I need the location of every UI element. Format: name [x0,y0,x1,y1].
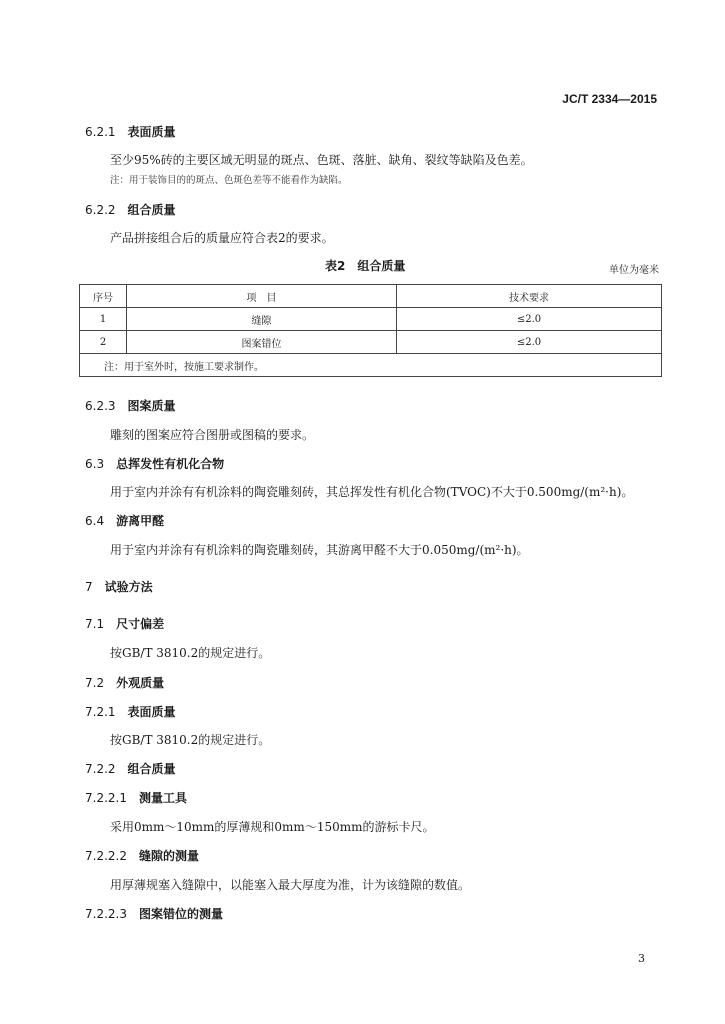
paragraph-6-3: 用于室内并涂有有机涂料的陶瓷雕刻砖，其总挥发性有机化合物(TVOC)不大于0.500mg/(m²·h)。 [110,485,634,499]
heading-6-3 [85,455,224,472]
paragraph-6-2-3: 雕刻的图案应符合图册或图稿的要求。 [110,428,315,442]
heading-6-2-1 [85,123,176,140]
table-cell: ≤2.0 [397,331,662,354]
heading-7-2-2 [85,760,176,777]
section-number: 6.4 [85,514,105,528]
section-title: 游离甲醛 [116,514,165,528]
table-cell: 图案错位 [127,331,397,354]
paragraph-6-2-2: 产品拼接组合后的质量应符合表2的要求。 [110,231,334,245]
paragraph-6-4: 用于室内并涂有有机涂料的陶瓷雕刻砖，其游离甲醛不大于0.050mg/(m²·h)。 [110,543,529,557]
standard-number: JC/T 2334—2015 [562,92,657,106]
heading-7-2-2-2 [85,847,199,864]
section-number: 6.2.1 [85,125,116,139]
header-cell: 序号 [80,285,127,308]
section-title: 图案错位的测量 [138,907,223,921]
section-title: 组合质量 [127,762,176,776]
section-title: 测量工具 [138,791,187,805]
section-title: 试验方法 [104,580,153,594]
paragraph-7-2-2-2: 用厚薄规塞入缝隙中，以能塞入最大厚度为准，计为该缝隙的数值。 [110,878,471,892]
table-caption: 表2 组合质量 [325,259,406,273]
section-number: 6.2.3 [85,399,116,413]
section-number: 7.1 [85,617,105,631]
section-title: 组合质量 [127,203,176,217]
section-title: 尺寸偏差 [116,617,165,631]
heading-6-2-3 [85,397,176,414]
header-cell: 技术要求 [397,285,662,308]
table-note-row [80,354,662,377]
table-unit: 单位为毫米 [609,265,659,276]
section-title: 总挥发性有机化合物 [116,457,225,471]
paragraph-7-2-1: 按GB/T 3810.2的规定进行。 [110,733,271,747]
header-cell: 项 目 [127,285,397,308]
heading-7-2 [85,674,164,691]
table-cell: 2 [80,331,127,354]
section-title: 表面质量 [127,125,176,139]
section-number: 7.2.2 [85,762,116,776]
table-header-row [80,285,662,308]
section-title: 缝隙的测量 [138,849,199,863]
heading-7 [85,578,153,595]
table-cell: 1 [80,308,127,331]
section-number: 7.2 [85,676,105,690]
heading-7-2-2-3 [85,905,223,922]
section-number: 6.3 [85,457,105,471]
heading-7-2-2-1 [85,789,187,806]
section-title: 外观质量 [116,676,165,690]
paragraph-7-1: 按GB/T 3810.2的规定进行。 [110,646,271,660]
table-cell: ≤2.0 [397,308,662,331]
table-cell: 缝隙 [127,308,397,331]
section-number: 7.2.2.3 [85,907,127,921]
combination-quality-table [79,284,662,377]
section-number: 7.2.2.2 [85,849,127,863]
heading-6-4 [85,512,164,529]
section-title: 图案质量 [127,399,176,413]
section-number: 7 [85,580,93,594]
paragraph-6-2-1: 至少95%砖的主要区域无明显的斑点、色斑、落脏、缺角、裂纹等缺陷及色差。 [110,153,533,167]
table-row [80,308,662,331]
section-number: 7.2.1 [85,705,116,719]
section-title: 表面质量 [127,705,176,719]
section-number: 7.2.2.1 [85,791,127,805]
heading-6-2-2 [85,201,176,218]
paragraph-7-2-2-1: 采用0mm～10mm的厚薄规和0mm～150mm的游标卡尺。 [110,820,435,834]
section-number: 6.2.2 [85,203,116,217]
table-note: 注：用于室外时，按施工要求制作。 [80,354,662,377]
heading-7-2-1 [85,703,176,720]
note-6-2-1: 注：用于装饰目的的斑点、色斑色差等不能看作为缺陷。 [110,175,348,186]
page-number: 3 [638,952,645,965]
table-row [80,331,662,354]
heading-7-1 [85,615,164,632]
